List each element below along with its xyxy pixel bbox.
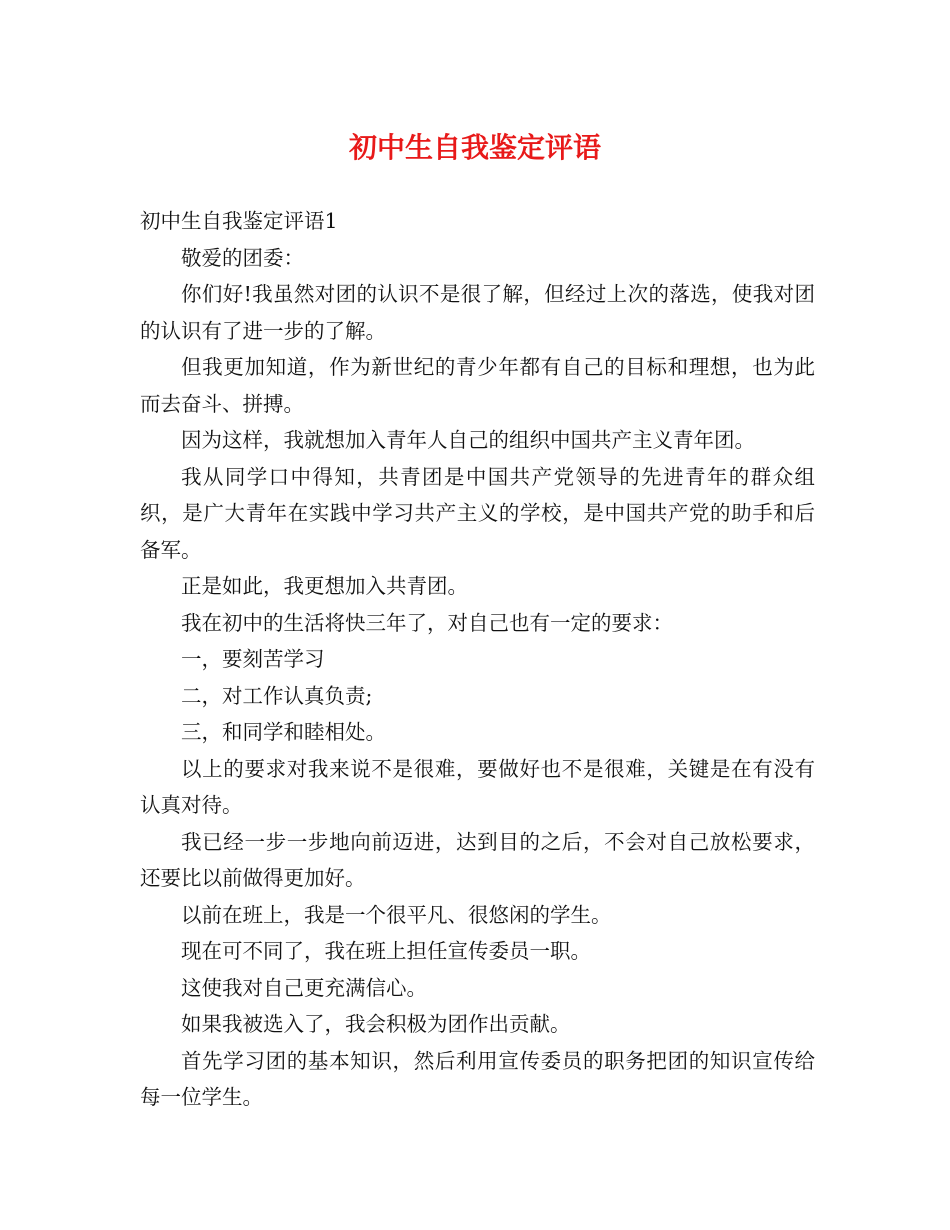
document-body [140,203,815,1116]
paragraph: 你们好!我虽然对团的认识不是很了解，但经过上次的落选，使我对团的认识有了进一步的了解。 [140,282,815,343]
paragraph: 我已经一步一步地向前迈进，达到目的之后，不会对自己放松要求，还要比以前做得更加好。 [140,829,815,890]
paragraph: 但我更加知道，作为新世纪的青少年都有自己的目标和理想，也为此而去奋斗、拼搏。 [140,355,815,416]
paragraph: 首先学习团的基本知识，然后利用宣传委员的职务把团的知识宣传给每一位学生。 [140,1048,815,1109]
paragraph-salutation: 敬爱的团委： [181,245,304,270]
list-item-requirement-3: 三，和同学和睦相处。 [181,720,386,744]
list-item-requirement-1: 一，要刻苦学习 [181,647,325,671]
paragraph: 以上的要求对我来说不是很难，要做好也不是很难，关键是在有没有认真对待。 [140,756,815,817]
document-title: 初中生自我鉴定评语 [348,131,601,164]
paragraph: 我从同学口中得知，共青团是中国共产党领导的先进青年的群众组织，是广大青年在实践中学习共产主义的学校，是中国共产党的助手和后备军。 [140,464,815,562]
list-item-requirement-2: 二，对工作认真负责; [181,683,373,708]
paragraph: 正是如此，我更想加入共青团。 [181,574,468,598]
paragraph: 现在可不同了，我在班上担任宣传委员一职。 [181,939,591,963]
paragraph: 我在初中的生活将快三年了，对自己也有一定的要求： [181,610,673,635]
paragraph: 因为这样，我就想加入青年人自己的组织中国共产主义青年团。 [181,428,755,452]
section-heading: 初中生自我鉴定评语1 [140,209,338,233]
paragraph: 如果我被选入了，我会积极为团作出贡献。 [181,1012,571,1036]
paragraph: 以前在班上，我是一个很平凡、很悠闲的学生。 [181,902,612,927]
paragraph: 这使我对自己更充满信心。 [181,975,427,1000]
